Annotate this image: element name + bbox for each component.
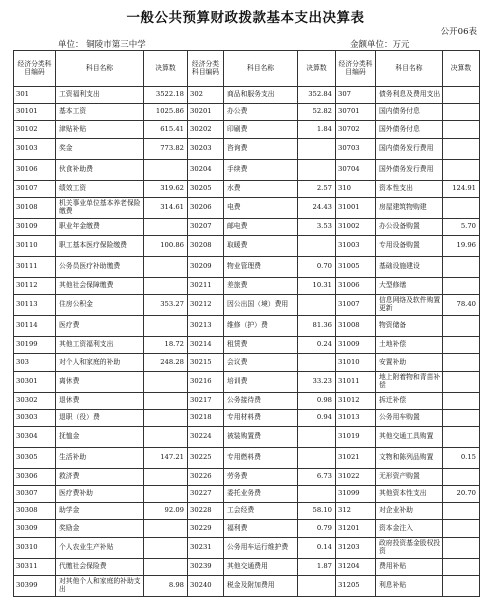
code-cell: 30311 [14, 558, 56, 575]
code-cell: 30304 [14, 426, 56, 447]
code-cell: 30208 [188, 235, 224, 256]
amount-cell: 1.84 [298, 121, 336, 138]
code-cell: 31204 [336, 558, 376, 575]
code-cell: 30302 [14, 392, 56, 409]
name-cell: 个人农业生产补贴 [56, 537, 144, 558]
header-code: 经济分类科目编码 [188, 51, 224, 87]
name-cell: 安置补助 [376, 354, 443, 371]
name-cell: 对其他个人和家庭的补助支出 [56, 575, 144, 596]
amount-cell [443, 520, 480, 537]
amount-cell: 248.28 [144, 354, 188, 371]
code-cell: 30215 [188, 354, 224, 371]
code-cell: 30310 [14, 537, 56, 558]
code-cell: 30306 [14, 468, 56, 485]
code-cell: 31022 [336, 468, 376, 485]
name-cell: 国外债务付息 [376, 121, 443, 138]
name-cell: 工资福利支出 [56, 87, 144, 104]
amount-cell [443, 197, 480, 218]
code-cell: 307 [336, 87, 376, 104]
name-cell: 奖励金 [56, 520, 144, 537]
code-cell: 30203 [188, 138, 224, 159]
code-cell: 30701 [336, 104, 376, 121]
amount-cell: 0.98 [298, 392, 336, 409]
code-cell: 30113 [14, 295, 56, 316]
name-cell: 培训费 [224, 371, 298, 392]
name-cell: 会议费 [224, 354, 298, 371]
name-cell: 伙食补助费 [56, 159, 144, 180]
name-cell: 因公出国（境）费用 [224, 295, 298, 316]
expenditure-table [13, 50, 480, 597]
code-cell: 31006 [336, 277, 376, 294]
amount-cell: 33.23 [298, 371, 336, 392]
table-row [14, 180, 480, 197]
name-cell: 退职（役）费 [56, 409, 144, 426]
amount-cell: 0.70 [298, 256, 336, 277]
code-cell: 30112 [14, 277, 56, 294]
name-cell: 被装购置费 [224, 426, 298, 447]
name-cell: 医疗费 [56, 316, 144, 337]
name-cell: 印刷费 [224, 121, 298, 138]
code-cell: 30240 [188, 575, 224, 596]
code-cell: 30202 [188, 121, 224, 138]
amount-cell [443, 354, 480, 371]
name-cell: 国内债务付息 [376, 104, 443, 121]
name-cell: 基本工资 [56, 104, 144, 121]
amount-cell [443, 87, 480, 104]
name-cell: 绩效工资 [56, 180, 144, 197]
name-cell: 水费 [224, 180, 298, 197]
name-cell: 职工基本医疗保险缴费 [56, 235, 144, 256]
amount-cell [144, 371, 188, 392]
name-cell: 其他交通工具购置 [376, 426, 443, 447]
amount-cell [443, 575, 480, 596]
name-cell: 国外债务发行费用 [376, 159, 443, 180]
amount-cell: 147.21 [144, 447, 188, 468]
amount-cell: 1025.86 [144, 104, 188, 121]
code-cell: 31009 [336, 337, 376, 354]
amount-cell [298, 159, 336, 180]
name-cell: 公务用车购置 [376, 409, 443, 426]
amount-cell: 0.15 [443, 447, 480, 468]
name-cell: 生活补助 [56, 447, 144, 468]
code-cell: 30228 [188, 503, 224, 520]
name-cell: 利息补贴 [376, 575, 443, 596]
code-cell: 31205 [336, 575, 376, 596]
name-cell: 离休费 [56, 371, 144, 392]
amount-cell [443, 121, 480, 138]
name-cell: 委托业务费 [224, 486, 298, 503]
amount-cell [144, 520, 188, 537]
code-cell: 30209 [188, 256, 224, 277]
table-row [14, 503, 480, 520]
name-cell: 其他交通费用 [224, 558, 298, 575]
code-cell: 30229 [188, 520, 224, 537]
amount-cell [144, 426, 188, 447]
amount-cell [144, 159, 188, 180]
table-row [14, 197, 480, 218]
amount-cell [443, 371, 480, 392]
amount-cell: 18.72 [144, 337, 188, 354]
code-cell: 30205 [188, 180, 224, 197]
table-row [14, 159, 480, 180]
amount-cell: 100.86 [144, 235, 188, 256]
code-cell: 30224 [188, 426, 224, 447]
table-row [14, 575, 480, 596]
name-cell: 税金及附加费用 [224, 575, 298, 596]
amount-cell: 8.98 [144, 575, 188, 596]
header-amount: 决算数 [298, 51, 336, 87]
amount-cell: 52.82 [298, 104, 336, 121]
table-row [14, 87, 480, 104]
report-title: 一般公共预算财政拨款基本支出决算表 [126, 10, 365, 26]
table-row [14, 121, 480, 138]
code-cell: 31005 [336, 256, 376, 277]
name-cell: 信息网络及软件购置更新 [376, 295, 443, 316]
name-cell: 基础设施建设 [376, 256, 443, 277]
amount-cell: 1.87 [298, 558, 336, 575]
amount-cell: 0.24 [298, 337, 336, 354]
amount-cell: 2.57 [298, 180, 336, 197]
amount-unit-label: 金额单位：万元 [350, 40, 410, 50]
name-cell: 无形资产购置 [376, 468, 443, 485]
amount-cell [298, 486, 336, 503]
name-cell: 福利费 [224, 520, 298, 537]
amount-cell: 10.31 [298, 277, 336, 294]
name-cell: 职业年金缴费 [56, 218, 144, 235]
name-cell: 退休费 [56, 392, 144, 409]
code-cell: 30111 [14, 256, 56, 277]
code-cell: 30308 [14, 503, 56, 520]
code-cell: 31019 [336, 426, 376, 447]
header-name: 科目名称 [376, 51, 443, 87]
name-cell: 商品和服务支出 [224, 87, 298, 104]
code-cell: 312 [336, 503, 376, 520]
amount-cell: 319.62 [144, 180, 188, 197]
table-row [14, 316, 480, 337]
code-cell: 30225 [188, 447, 224, 468]
header-amount: 决算数 [443, 51, 480, 87]
name-cell: 办公设备购置 [376, 218, 443, 235]
code-cell: 31001 [336, 197, 376, 218]
table-row [14, 104, 480, 121]
name-cell: 邮电费 [224, 218, 298, 235]
code-cell: 301 [14, 87, 56, 104]
name-cell: 物资储备 [376, 316, 443, 337]
code-cell: 30307 [14, 486, 56, 503]
amount-cell [298, 447, 336, 468]
code-cell: 303 [14, 354, 56, 371]
table-row [14, 277, 480, 294]
code-cell: 30107 [14, 180, 56, 197]
header-code: 经济分类科目编码 [14, 51, 56, 87]
header-row [14, 51, 480, 87]
name-cell: 大型修缮 [376, 277, 443, 294]
amount-cell: 314.61 [144, 197, 188, 218]
code-cell: 30703 [336, 138, 376, 159]
table-row [14, 520, 480, 537]
code-cell: 31010 [336, 354, 376, 371]
code-cell: 31201 [336, 520, 376, 537]
amount-cell: 615.41 [144, 121, 188, 138]
name-cell: 债务利息及费用支出 [376, 87, 443, 104]
name-cell: 救济费 [56, 468, 144, 485]
name-cell: 专用燃料费 [224, 447, 298, 468]
amount-cell [298, 138, 336, 159]
amount-cell: 352.84 [298, 87, 336, 104]
code-cell: 30303 [14, 409, 56, 426]
table-row [14, 468, 480, 485]
amount-cell [144, 486, 188, 503]
name-cell: 奖金 [56, 138, 144, 159]
table-row [14, 558, 480, 575]
name-cell: 咨询费 [224, 138, 298, 159]
code-cell: 30102 [14, 121, 56, 138]
name-cell: 国内债务发行费用 [376, 138, 443, 159]
amount-cell: 20.70 [443, 486, 480, 503]
name-cell: 公务员医疗补助缴费 [56, 256, 144, 277]
code-cell: 30218 [188, 409, 224, 426]
amount-cell: 24.43 [298, 197, 336, 218]
code-cell: 30110 [14, 235, 56, 256]
code-cell: 30206 [188, 197, 224, 218]
header-amount: 决算数 [144, 51, 188, 87]
amount-cell [443, 159, 480, 180]
name-cell: 租赁费 [224, 337, 298, 354]
table-row [14, 256, 480, 277]
name-cell: 津贴补贴 [56, 121, 144, 138]
code-cell: 31008 [336, 316, 376, 337]
amount-cell: 92.09 [144, 503, 188, 520]
table-row [14, 371, 480, 392]
code-cell: 31203 [336, 537, 376, 558]
amount-cell: 6.73 [298, 468, 336, 485]
amount-cell [443, 277, 480, 294]
code-cell: 30114 [14, 316, 56, 337]
amount-cell: 58.10 [298, 503, 336, 520]
code-cell: 302 [188, 87, 224, 104]
name-cell: 政府投资基金股权投资 [376, 537, 443, 558]
code-cell: 30216 [188, 371, 224, 392]
amount-cell [298, 426, 336, 447]
code-cell: 30301 [14, 371, 56, 392]
amount-cell [443, 337, 480, 354]
name-cell: 资本金注入 [376, 520, 443, 537]
amount-cell [443, 503, 480, 520]
code-cell: 30199 [14, 337, 56, 354]
code-cell: 310 [336, 180, 376, 197]
code-cell: 30212 [188, 295, 224, 316]
code-cell: 30309 [14, 520, 56, 537]
code-cell: 31012 [336, 392, 376, 409]
code-cell: 30207 [188, 218, 224, 235]
code-cell: 30106 [14, 159, 56, 180]
amount-cell [144, 316, 188, 337]
code-cell: 30108 [14, 197, 56, 218]
table-row [14, 337, 480, 354]
name-cell: 对企业补助 [376, 503, 443, 520]
table-row [14, 392, 480, 409]
amount-cell: 81.36 [298, 316, 336, 337]
name-cell: 土地补偿 [376, 337, 443, 354]
code-cell: 30239 [188, 558, 224, 575]
name-cell: 公务用车运行维护费 [224, 537, 298, 558]
header-code: 经济分类科目编码 [336, 51, 376, 87]
name-cell: 对个人和家庭的补助 [56, 354, 144, 371]
amount-cell [144, 277, 188, 294]
header-name: 科目名称 [224, 51, 298, 87]
amount-cell [144, 558, 188, 575]
amount-cell [144, 256, 188, 277]
amount-cell [443, 392, 480, 409]
name-cell: 助学金 [56, 503, 144, 520]
name-cell: 其他工资福利支出 [56, 337, 144, 354]
code-cell: 31099 [336, 486, 376, 503]
name-cell: 其他资本性支出 [376, 486, 443, 503]
name-cell: 工会经费 [224, 503, 298, 520]
amount-cell: 0.14 [298, 537, 336, 558]
unit-label: 单位： 铜陵市第三中学 [58, 40, 146, 50]
amount-cell [298, 295, 336, 316]
amount-cell [443, 138, 480, 159]
amount-cell [144, 409, 188, 426]
name-cell: 文物和陈列品购置 [376, 447, 443, 468]
code-cell: 31021 [336, 447, 376, 468]
amount-cell: 5.70 [443, 218, 480, 235]
name-cell: 医疗费补助 [56, 486, 144, 503]
name-cell: 公务接待费 [224, 392, 298, 409]
code-cell: 30702 [336, 121, 376, 138]
amount-cell [298, 575, 336, 596]
code-cell: 30213 [188, 316, 224, 337]
amount-cell [443, 537, 480, 558]
amount-cell [144, 468, 188, 485]
name-cell: 办公费 [224, 104, 298, 121]
table-row [14, 235, 480, 256]
table-row [14, 537, 480, 558]
name-cell: 费用补贴 [376, 558, 443, 575]
amount-cell [144, 537, 188, 558]
name-cell: 房屋建筑物购建 [376, 197, 443, 218]
name-cell: 抚恤金 [56, 426, 144, 447]
code-cell: 30305 [14, 447, 56, 468]
amount-cell: 3.53 [298, 218, 336, 235]
code-cell: 30211 [188, 277, 224, 294]
amount-cell [144, 218, 188, 235]
table-row [14, 218, 480, 235]
name-cell: 资本性支出 [376, 180, 443, 197]
name-cell: 手续费 [224, 159, 298, 180]
table-row [14, 409, 480, 426]
code-cell: 31011 [336, 371, 376, 392]
amount-cell: 0.79 [298, 520, 336, 537]
name-cell: 电费 [224, 197, 298, 218]
code-cell: 30103 [14, 138, 56, 159]
name-cell: 维修（护）费 [224, 316, 298, 337]
table-body [14, 87, 480, 597]
name-cell: 代缴社会保险费 [56, 558, 144, 575]
amount-cell [443, 558, 480, 575]
amount-cell [298, 235, 336, 256]
code-cell: 30226 [188, 468, 224, 485]
amount-cell [443, 256, 480, 277]
amount-cell [298, 354, 336, 371]
code-cell: 30227 [188, 486, 224, 503]
document-number: 公开06表 [440, 27, 477, 37]
code-cell: 30231 [188, 537, 224, 558]
name-cell: 地上附着物和青苗补偿 [376, 371, 443, 392]
amount-cell [443, 426, 480, 447]
name-cell: 住房公积金 [56, 295, 144, 316]
amount-cell [443, 316, 480, 337]
name-cell: 差旅费 [224, 277, 298, 294]
code-cell: 30399 [14, 575, 56, 596]
code-cell: 30204 [188, 159, 224, 180]
table-row [14, 426, 480, 447]
code-cell: 31007 [336, 295, 376, 316]
table-row [14, 447, 480, 468]
amount-cell [144, 392, 188, 409]
table-row [14, 354, 480, 371]
table-row [14, 138, 480, 159]
amount-cell: 773.82 [144, 138, 188, 159]
amount-cell: 353.27 [144, 295, 188, 316]
name-cell: 物业管理费 [224, 256, 298, 277]
code-cell: 30704 [336, 159, 376, 180]
name-cell: 拆迁补偿 [376, 392, 443, 409]
code-cell: 30201 [188, 104, 224, 121]
name-cell: 其他社会保障缴费 [56, 277, 144, 294]
name-cell: 机关事业单位基本养老保险缴费 [56, 197, 144, 218]
name-cell: 专用设备购置 [376, 235, 443, 256]
code-cell: 31003 [336, 235, 376, 256]
name-cell: 取暖费 [224, 235, 298, 256]
amount-cell [443, 104, 480, 121]
amount-cell: 3522.18 [144, 87, 188, 104]
name-cell: 专用材料费 [224, 409, 298, 426]
code-cell: 31013 [336, 409, 376, 426]
amount-cell [443, 409, 480, 426]
code-cell: 31002 [336, 218, 376, 235]
amount-cell: 78.40 [443, 295, 480, 316]
amount-cell: 124.91 [443, 180, 480, 197]
code-cell: 30217 [188, 392, 224, 409]
header-name: 科目名称 [56, 51, 144, 87]
amount-cell [443, 468, 480, 485]
table-row [14, 486, 480, 503]
name-cell: 劳务费 [224, 468, 298, 485]
amount-cell: 0.94 [298, 409, 336, 426]
table-row [14, 295, 480, 316]
code-cell: 30214 [188, 337, 224, 354]
amount-cell: 19.96 [443, 235, 480, 256]
code-cell: 30101 [14, 104, 56, 121]
code-cell: 30109 [14, 218, 56, 235]
